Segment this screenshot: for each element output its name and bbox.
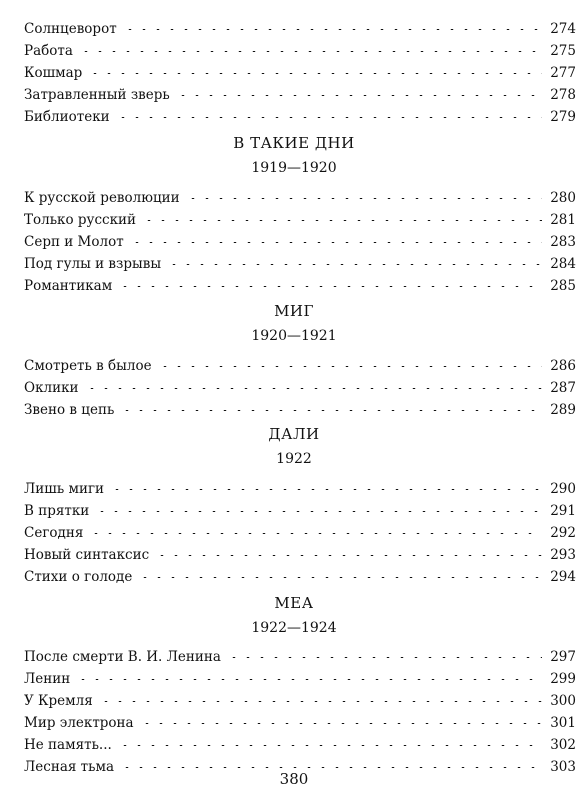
entry-page: 285	[550, 278, 576, 294]
entry-page: 286	[550, 358, 576, 374]
toc-entry	[24, 500, 576, 522]
page-number: 380	[279, 770, 309, 788]
section-years: 1922—1924	[251, 620, 337, 636]
entry-title: После смерти В. И. Ленина	[24, 649, 221, 665]
entry-page: 291	[550, 503, 576, 519]
dot-leader	[118, 286, 542, 287]
entry-title: К русской революции	[24, 190, 180, 206]
dot-leader	[118, 745, 542, 746]
dot-leader	[110, 489, 542, 490]
toc-entry	[24, 377, 576, 399]
toc-entry	[24, 522, 576, 544]
dot-leader	[138, 577, 542, 578]
toc-list-section-1	[24, 187, 576, 297]
entry-page: 287	[550, 380, 576, 396]
dot-leader	[79, 51, 542, 52]
entry-title: Романтикам	[24, 278, 113, 294]
toc-entry	[24, 106, 576, 128]
entry-title: Лишь миги	[24, 481, 105, 497]
toc-entry	[24, 187, 576, 209]
dot-leader	[88, 73, 542, 74]
entry-title: Серп и Молот	[24, 234, 124, 250]
section-heading: МЕА	[274, 594, 314, 612]
dot-leader	[142, 220, 542, 221]
entry-page: 277	[550, 65, 576, 81]
toc-list-section-2	[24, 355, 576, 421]
entry-page: 302	[550, 737, 576, 753]
dot-leader	[120, 410, 542, 411]
toc-list-section-4	[24, 646, 576, 778]
entry-page: 283	[550, 234, 576, 250]
entry-title: Под гулы и взрывы	[24, 256, 162, 272]
entry-title: Сегодня	[24, 525, 84, 541]
toc-entry	[24, 712, 576, 734]
toc-entry	[24, 18, 576, 40]
entry-title: Ленин	[24, 671, 71, 687]
section-heading: МИГ	[274, 302, 314, 320]
entry-page: 280	[550, 190, 576, 206]
toc-list-section-3	[24, 478, 576, 588]
dot-leader	[155, 555, 542, 556]
entry-title: Новый синтаксис	[24, 547, 150, 563]
entry-title: Только русский	[24, 212, 137, 228]
entry-page: 284	[550, 256, 576, 272]
section-years: 1920—1921	[251, 328, 337, 344]
entry-title: Не память...	[24, 737, 112, 753]
section-years: 1919—1920	[251, 160, 337, 176]
toc-entry	[24, 40, 576, 62]
section-heading: ДАЛИ	[268, 425, 320, 443]
toc-entry	[24, 84, 576, 106]
dot-leader	[89, 533, 542, 534]
dot-leader	[167, 264, 542, 265]
entry-title: Лесная тьма	[24, 759, 115, 775]
entry-page: 278	[550, 87, 576, 103]
dot-leader	[120, 767, 542, 768]
dot-leader	[95, 511, 542, 512]
entry-page: 294	[550, 569, 576, 585]
toc-entry	[24, 690, 576, 712]
toc-entry	[24, 646, 576, 668]
entry-title: Библиотеки	[24, 109, 110, 125]
toc-entry	[24, 478, 576, 500]
toc-entry	[24, 399, 576, 421]
dot-leader	[116, 117, 542, 118]
dot-leader	[186, 198, 542, 199]
toc-entry	[24, 355, 576, 377]
dot-leader	[140, 723, 542, 724]
entry-page: 299	[550, 671, 576, 687]
dot-leader	[176, 95, 542, 96]
entry-title: Оклики	[24, 380, 79, 396]
entry-title: Смотреть в былое	[24, 358, 152, 374]
entry-title: Солнцеворот	[24, 21, 117, 37]
entry-title: Стихи о голоде	[24, 569, 133, 585]
entry-page: 275	[550, 43, 576, 59]
toc-list-top	[24, 18, 576, 128]
entry-page: 279	[550, 109, 576, 125]
entry-title: Мир электрона	[24, 715, 134, 731]
toc-entry	[24, 668, 576, 690]
entry-page: 300	[550, 693, 576, 709]
entry-page: 292	[550, 525, 576, 541]
toc-entry	[24, 253, 576, 275]
dot-leader	[123, 29, 542, 30]
entry-title: У Кремля	[24, 693, 93, 709]
section-years: 1922	[276, 451, 312, 467]
entry-title: Звено в цепь	[24, 402, 115, 418]
entry-page: 293	[550, 547, 576, 563]
toc-entry	[24, 275, 576, 297]
entry-title: В прятки	[24, 503, 90, 519]
entry-page: 303	[550, 759, 576, 775]
dot-leader	[76, 679, 542, 680]
entry-page: 297	[550, 649, 576, 665]
dot-leader	[130, 242, 542, 243]
dot-leader	[227, 657, 542, 658]
entry-title: Работа	[24, 43, 73, 59]
section-heading: В ТАКИЕ ДНИ	[233, 134, 355, 152]
entry-title: Затравленный зверь	[24, 87, 170, 103]
toc-entry	[24, 544, 576, 566]
toc-entry	[24, 734, 576, 756]
entry-page: 301	[550, 715, 576, 731]
toc-entry	[24, 209, 576, 231]
dot-leader	[85, 388, 542, 389]
toc-entry	[24, 231, 576, 253]
toc-entry	[24, 566, 576, 588]
entry-page: 281	[550, 212, 576, 228]
entry-page: 290	[550, 481, 576, 497]
dot-leader	[99, 701, 542, 702]
entry-page: 274	[550, 21, 576, 37]
toc-entry	[24, 62, 576, 84]
entry-title: Кошмар	[24, 65, 83, 81]
entry-page: 289	[550, 402, 576, 418]
dot-leader	[158, 366, 542, 367]
